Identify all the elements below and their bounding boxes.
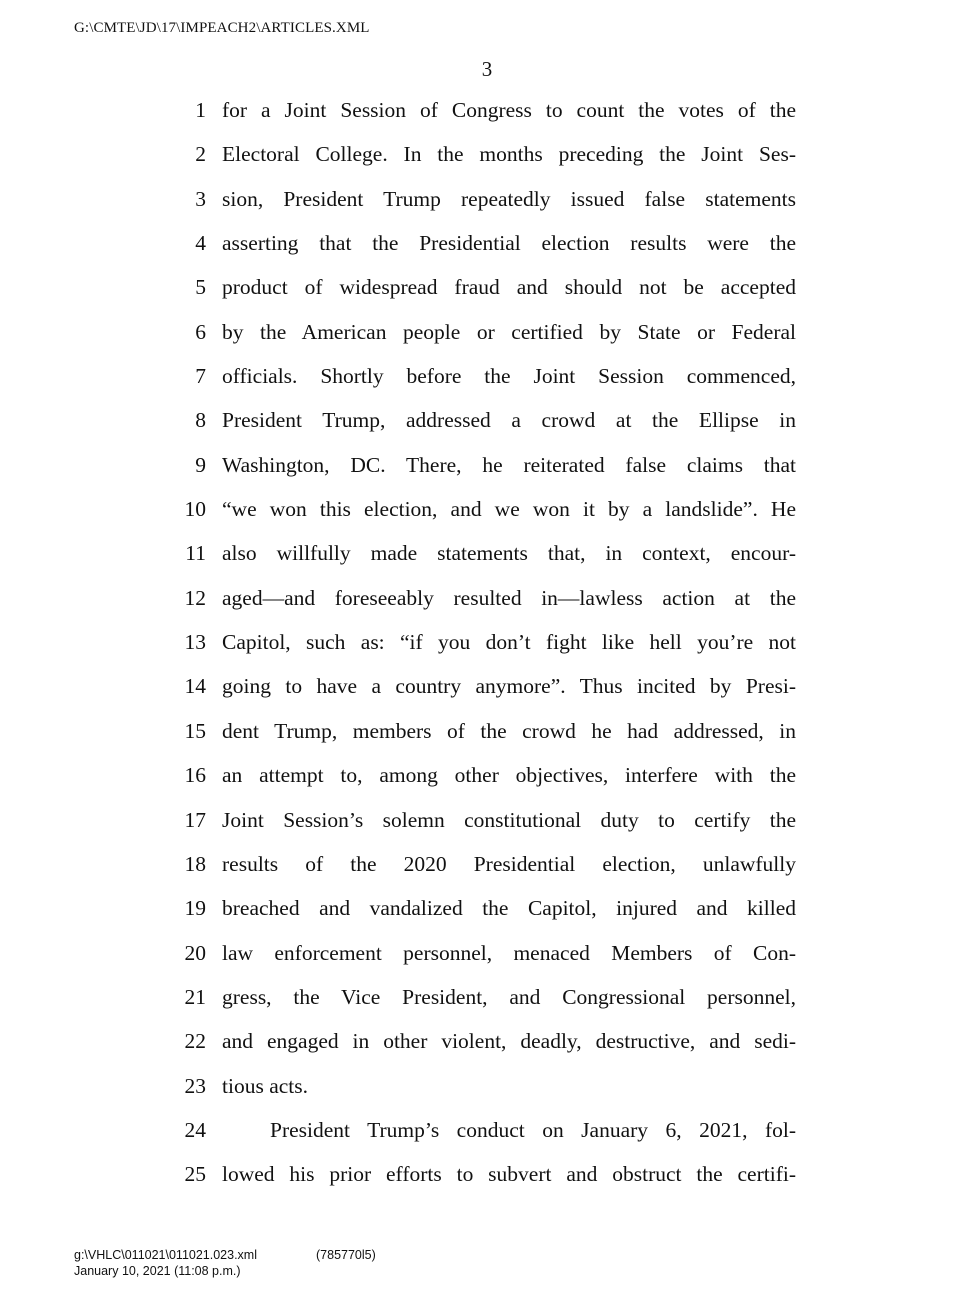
line-text: President Trump, addressed a crowd at the Ellipse in <box>222 408 796 433</box>
line-text: lowed his prior efforts to subvert and obstruct the certifi- <box>222 1162 796 1187</box>
footer-file-row <box>74 1247 376 1263</box>
line-text: dent Trump, members of the crowd he had addressed, in <box>222 718 796 743</box>
line-text: by the American people or certified by State or Federal <box>222 319 796 344</box>
text-line-4 <box>176 221 796 265</box>
line-number: 23 <box>184 1073 206 1098</box>
line-number: 10 <box>184 497 206 522</box>
line-number: 13 <box>184 630 206 655</box>
line-text: asserting that the Presidential election results were the <box>222 231 796 256</box>
line-text: President Trump’s conduct on January 6, 2021, fol- <box>270 1117 796 1142</box>
footer-file-path: g:\VHLC\011021\011021.023.xml <box>74 1248 257 1262</box>
line-number: 3 <box>195 186 206 211</box>
line-number: 7 <box>195 364 206 389</box>
line-number: 5 <box>195 275 206 300</box>
text-line-18 <box>176 842 796 886</box>
text-line-1 <box>176 88 796 132</box>
text-line-2 <box>176 132 796 176</box>
line-number: 14 <box>184 674 206 699</box>
line-text: sion, President Trump repeatedly issued false statements <box>222 186 796 211</box>
text-line-10 <box>176 487 796 531</box>
line-text: officials. Shortly before the Joint Session commenced, <box>222 364 796 389</box>
line-number: 20 <box>184 940 206 965</box>
text-line-19 <box>176 886 796 930</box>
text-line-12 <box>176 576 796 620</box>
line-number: 4 <box>195 231 206 256</box>
line-text: Joint Session’s solemn constitutional duty to certify the <box>222 807 796 832</box>
text-line-20 <box>176 931 796 975</box>
text-line-24 <box>176 1108 796 1152</box>
text-line-7 <box>176 354 796 398</box>
line-number: 9 <box>195 452 206 477</box>
text-line-14 <box>176 664 796 708</box>
line-number: 12 <box>184 585 206 610</box>
text-line-21 <box>176 975 796 1019</box>
footer <box>74 1247 376 1279</box>
line-number: 22 <box>184 1029 206 1054</box>
footer-date: January 10, 2021 (11:08 p.m.) <box>74 1264 241 1278</box>
line-text: tious acts. <box>222 1073 308 1098</box>
line-text: also willfully made statements that, in context, encour- <box>222 541 796 566</box>
line-text: going to have a country anymore”. Thus incited by Presi- <box>222 674 796 699</box>
page-number: 3 <box>481 57 493 81</box>
line-text: Capitol, such as: “if you don’t fight like hell you’re not <box>222 630 796 655</box>
line-number: 21 <box>184 984 206 1009</box>
text-line-11 <box>176 531 796 575</box>
text-line-5 <box>176 265 796 309</box>
text-line-6 <box>176 310 796 354</box>
text-line-22 <box>176 1019 796 1063</box>
line-number: 2 <box>195 142 206 167</box>
body-text <box>176 88 796 1197</box>
line-number: 25 <box>184 1162 206 1187</box>
line-text: for a Joint Session of Congress to count the votes of the <box>222 98 796 122</box>
text-line-23 <box>176 1064 796 1108</box>
file-path-header: G:\CMTE\JD\17\IMPEACH2\ARTICLES.XML <box>74 20 370 36</box>
line-number: 1 <box>195 98 206 122</box>
text-line-8 <box>176 398 796 442</box>
text-line-17 <box>176 798 796 842</box>
line-text: Washington, DC. There, he reiterated false claims that <box>222 452 796 477</box>
footer-code: (785770l5) <box>316 1248 376 1262</box>
line-text: breached and vandalized the Capitol, injured and killed <box>222 896 796 921</box>
line-text: gress, the Vice President, and Congressional personnel, <box>222 984 796 1009</box>
text-line-3 <box>176 177 796 221</box>
text-line-16 <box>176 753 796 797</box>
line-text: law enforcement personnel, menaced Members of Con- <box>222 940 796 965</box>
text-line-15 <box>176 709 796 753</box>
line-number: 24 <box>184 1117 206 1142</box>
line-number: 15 <box>184 718 206 743</box>
line-text: “we won this election, and we won it by a landslide”. He <box>222 497 796 522</box>
line-text: Electoral College. In the months preceding the Joint Ses- <box>222 142 796 167</box>
line-number: 19 <box>184 896 206 921</box>
line-text: product of widespread fraud and should not be accepted <box>222 275 796 300</box>
line-text: and engaged in other violent, deadly, destructive, and sedi- <box>222 1029 796 1054</box>
line-text: results of the 2020 Presidential election, unlawfully <box>222 851 796 876</box>
line-number: 8 <box>195 408 206 433</box>
line-number: 6 <box>195 319 206 344</box>
line-number: 18 <box>184 851 206 876</box>
text-line-25 <box>176 1152 796 1196</box>
line-text: aged—and foreseeably resulted in—lawless action at the <box>222 585 796 610</box>
text-line-13 <box>176 620 796 664</box>
line-number: 11 <box>185 541 206 566</box>
line-text: an attempt to, among other objectives, interfere with the <box>222 763 796 788</box>
line-number: 17 <box>184 807 206 832</box>
line-number: 16 <box>184 763 206 788</box>
text-line-9 <box>176 443 796 487</box>
